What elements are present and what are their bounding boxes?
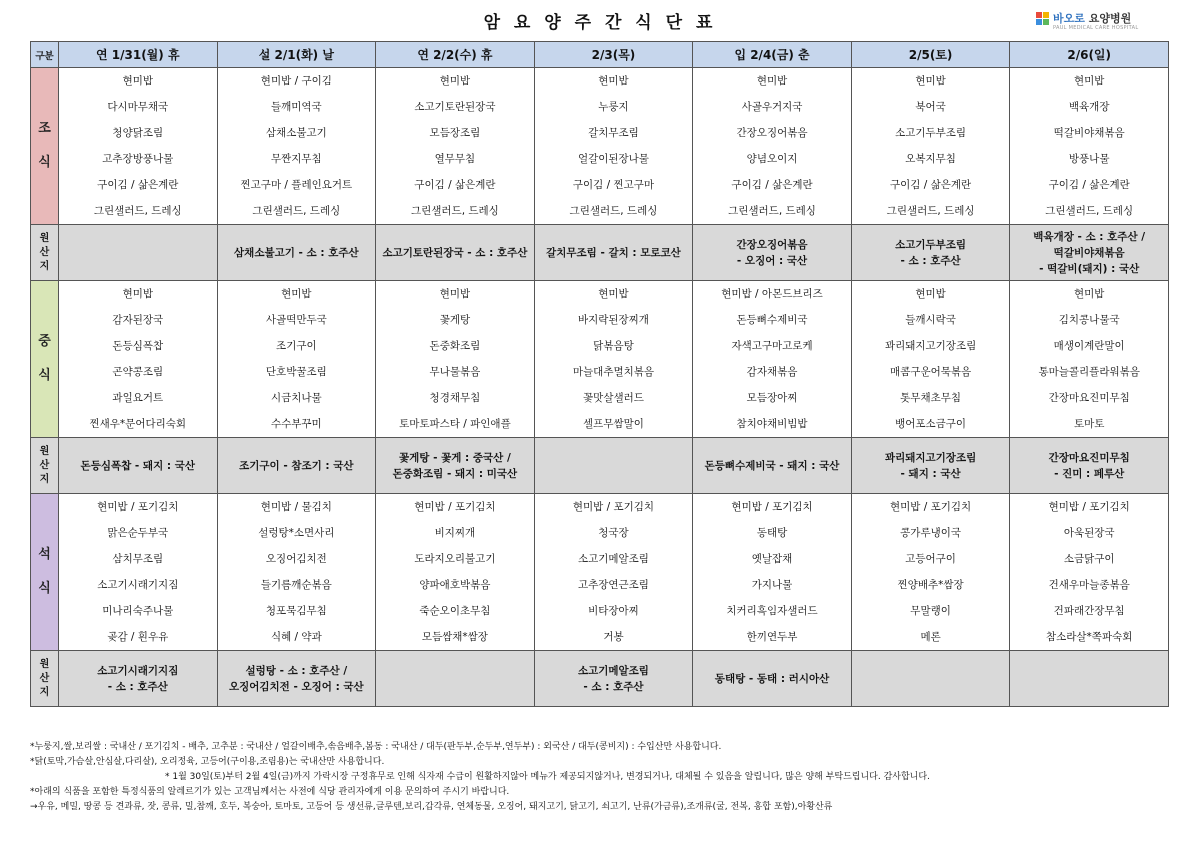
row-label-char: 원: [39, 658, 50, 670]
origin-cell: [59, 651, 218, 707]
origin-label: [31, 438, 59, 494]
menu-item: 구이김 / 삶은계란: [731, 179, 813, 191]
lunch-row: [31, 281, 1169, 438]
menu-item: 현미밥: [439, 288, 471, 300]
menu-item: 찐양배추*쌈장: [897, 579, 964, 591]
menu-cell: [534, 68, 693, 225]
menu-item: 청경채무침: [429, 392, 481, 404]
menu-item: 그린샐러드, 드레싱: [93, 205, 182, 217]
menu-item: 그린샐러드, 드레싱: [728, 205, 816, 217]
menu-cell: [693, 494, 852, 651]
origin-cell: [1010, 438, 1169, 494]
origin-cell: [534, 438, 693, 494]
menu-item: 현미밥 / 포기김치: [1048, 501, 1130, 513]
menu-item: 가지나물: [751, 579, 793, 591]
origin-cell: [851, 225, 1010, 281]
menu-item: 비타장아찌: [588, 605, 639, 617]
footnote-line: *아래의 식품을 포함한 특정식품의 알레르기가 있는 고객님께서는 사전에 식당 관리자에게 이용 문의하여 주시기 바랍니다.: [30, 787, 510, 797]
header-day: 설 2/1(화) 날: [217, 42, 376, 68]
menu-item: 참치야채비빔밥: [736, 418, 808, 430]
menu-item: 구이김 / 찐고구마: [572, 179, 655, 191]
menu-item: 곶감 / 흰우유: [107, 631, 169, 643]
menu-item: 한끼연두부: [746, 631, 798, 643]
hospital-logo: [1036, 10, 1156, 38]
origin-line: - 오징어 : 국산: [736, 254, 808, 267]
weekly-menu-table: [30, 41, 1169, 707]
logo-tagline: PAUL MEDICAL CARE HOSPITAL: [1053, 25, 1139, 31]
logo-mark-icon: [1036, 12, 1050, 26]
footnote-line: *닭(토막,가슴살,안심살,다리살), 오리정육, 고등어(구이용,조림용)는 국내산만 사용합니다.: [30, 757, 385, 767]
menu-item: 건파래간장무침: [1053, 605, 1125, 617]
row-label-char: 석: [38, 547, 51, 562]
origin-cell: [1010, 225, 1169, 281]
menu-item: 곤약콩조림: [112, 366, 164, 378]
menu-cell: [59, 494, 218, 651]
dinner-row: [31, 494, 1169, 651]
menu-item: 미나리숙주나물: [102, 605, 174, 617]
menu-item: 톳무채초무침: [900, 392, 962, 404]
menu-item: 현미밥: [281, 288, 312, 300]
menu-item: 현미밥: [915, 75, 946, 87]
origin-line: 꽃게탕 - 꽃게 : 중국산 /: [398, 451, 511, 464]
menu-item: 들기름깨순볶음: [260, 579, 332, 591]
menu-item: 현미밥: [439, 75, 471, 87]
menu-cell: [376, 494, 535, 651]
menu-item: 그린샐러드, 드레싱: [410, 205, 499, 217]
menu-cell: [59, 68, 218, 225]
menu-item: 현미밥: [598, 75, 629, 87]
menu-item: 치커리흑임자샐러드: [726, 605, 818, 617]
menu-item: 소금닭구이: [1063, 553, 1115, 565]
menu-item: 뱅어포소금구이: [895, 418, 967, 430]
header-day: 2/3(목): [534, 42, 693, 68]
header-row: [31, 42, 1169, 68]
menu-item: 무짠지무침: [270, 153, 322, 165]
menu-item: 무말랭이: [910, 605, 951, 617]
origin-line: 소고기토란된장국 - 소 : 호주산: [382, 246, 528, 259]
menu-item: 돈등심폭찹: [112, 340, 164, 352]
menu-item: 현미밥: [122, 75, 153, 87]
menu-cell: [59, 281, 218, 438]
row-label-char: 지: [39, 260, 50, 272]
menu-item: 감자된장국: [112, 314, 164, 326]
row-label-char: 산: [39, 459, 50, 471]
origin-cell: [59, 225, 218, 281]
row-label-char: 지: [39, 473, 50, 485]
origin-cell: [534, 651, 693, 707]
breakfast-label: [31, 68, 59, 225]
menu-item: 청양닭조림: [112, 127, 164, 139]
menu-item: 삼치무조림: [112, 553, 164, 565]
menu-item: 현미밥: [1073, 288, 1105, 300]
menu-item: 꽃맛살샐러드: [583, 392, 644, 404]
origin-line: - 진미 : 페루산: [1054, 467, 1125, 480]
menu-item: 참소라살*쪽파숙회: [1045, 631, 1133, 643]
origin-line: 소고기시래기지짐: [97, 664, 179, 677]
menu-item: 고추장방풍나물: [102, 153, 174, 165]
menu-item: 현미밥: [915, 288, 946, 300]
menu-item: 들깨미역국: [270, 101, 322, 113]
menu-cell: [851, 281, 1010, 438]
menu-cell: [851, 68, 1010, 225]
origin-cell: [376, 438, 535, 494]
menu-item: 현미밥 / 구이김: [260, 75, 332, 87]
origin-line: 동태탕 - 동태 : 러시아산: [714, 672, 830, 685]
menu-item: 매생이계란말이: [1053, 340, 1125, 352]
menu-item: 누룽지: [598, 101, 629, 113]
page-title: 암 요 양 주 간 식 단 표: [483, 13, 717, 33]
origin-line: 간장마요진미무침: [1048, 451, 1130, 464]
origin-line: - 소 : 호주산: [900, 254, 961, 267]
menu-item: 백육개장: [1068, 101, 1110, 113]
menu-item: 무나물볶음: [429, 366, 481, 378]
menu-item: 단호박꿀조림: [265, 366, 327, 378]
header-day: 연 1/31(월) 휴: [59, 42, 218, 68]
menu-item: 설렁탕*소면사리: [258, 527, 335, 539]
row-label-char: 식: [38, 368, 51, 383]
menu-item: 건새우마늘종볶음: [1048, 579, 1130, 591]
menu-item: 북어국: [915, 101, 946, 113]
origin-cell: [376, 225, 535, 281]
menu-item: 갈치무조림: [588, 127, 639, 139]
origin-line: 돈중화조림 - 돼지 : 미국산: [392, 467, 518, 480]
row-label-char: 식: [38, 155, 51, 170]
menu-item: 도라지오리불고기: [414, 553, 496, 565]
origin-cell: [851, 438, 1010, 494]
menu-item: 돈등뼈수제비국: [736, 314, 808, 326]
header-day: 2/6(일): [1010, 42, 1169, 68]
origin-line: 돈등뼈수제비국 - 돼지 : 국산: [704, 459, 840, 472]
menu-item: 삼채소불고기: [265, 127, 327, 139]
menu-item: 청포묵김무침: [265, 605, 327, 617]
menu-item: 꽃게탕: [439, 314, 471, 326]
footnote-line: * 1월 30일(토)부터 2월 4일(금)까지 가락시장 구정휴무로 인해 식자재 수급이 원활하지않아 메뉴가 제공되지않거나, 변경되거나, 대체될 수 있음을 알립니다, 많은 양해 부탁드립니다. 감사합니다.: [165, 772, 930, 782]
menu-item: 토마토파스타 / 파인애플: [399, 418, 511, 430]
origin-line: 갈치무조림 - 갈치 : 모로코산: [546, 246, 681, 259]
menu-item: 메론: [920, 631, 941, 643]
menu-item: 구이김 / 삶은계란: [889, 179, 972, 191]
menu-item: 모듬쌈채*쌈장: [421, 631, 488, 643]
menu-item: 현미밥 / 포기김치: [414, 501, 496, 513]
menu-item: 맑은순두부국: [107, 527, 169, 539]
menu-item: 조기구이: [276, 340, 317, 352]
menu-item: 방풍나물: [1068, 153, 1110, 165]
menu-item: 모듬장아찌: [746, 392, 798, 404]
origin-cell: [534, 225, 693, 281]
menu-item: 그린샐러드, 드레싱: [1045, 205, 1134, 217]
row-label-char: 지: [39, 686, 50, 698]
menu-cell: [693, 68, 852, 225]
menu-cell: [217, 281, 376, 438]
menu-item: 자색고구마고로케: [731, 340, 813, 352]
menu-item: 그린샐러드, 드레싱: [252, 205, 341, 217]
origin-line: 설렁탕 - 소 : 호주산 /: [245, 664, 348, 677]
menu-item: 간장오징어볶음: [736, 127, 808, 139]
menu-item: 현미밥 / 포기김치: [731, 501, 813, 513]
menu-item: 소고기시래기지짐: [97, 579, 179, 591]
menu-item: 오징어김치전: [265, 553, 327, 565]
origin-cell: [59, 438, 218, 494]
menu-cell: [693, 281, 852, 438]
menu-item: 간장마요진미무침: [1048, 392, 1130, 404]
row-label-char: 산: [39, 672, 50, 684]
menu-item: 현미밥 / 물김치: [260, 501, 332, 513]
breakfast-row: [31, 68, 1169, 225]
menu-item: 그린샐러드, 드레싱: [886, 205, 975, 217]
origin-line: - 소 : 호주산: [583, 680, 644, 693]
origin-line: 소고기메알조림: [577, 664, 649, 677]
origin-line: 꽈리돼지고기장조림: [884, 451, 977, 464]
menu-cell: [534, 281, 693, 438]
menu-item: 현미밥 / 아몬드브리즈: [721, 288, 823, 300]
menu-item: 고추장연근조림: [577, 579, 649, 591]
menu-item: 비지찌개: [434, 527, 476, 539]
menu-item: 모듬장조림: [429, 127, 481, 139]
menu-item: 양파애호박볶음: [419, 579, 491, 591]
menu-item: 사골우거지국: [741, 101, 803, 113]
menu-item: 돈중화조림: [429, 340, 481, 352]
origin-line: 조기구이 - 참조기 : 국산: [239, 459, 354, 472]
lunch-origin-row: [31, 438, 1169, 494]
origin-cell: [693, 225, 852, 281]
menu-cell: [1010, 494, 1169, 651]
menu-item: 식혜 / 약과: [270, 631, 322, 643]
origin-line: 오징어김치전 - 오징어 : 국산: [228, 680, 364, 693]
lunch-label: [31, 281, 59, 438]
menu-item: 다시마무채국: [107, 101, 169, 113]
menu-item: 찐새우*문어다리숙회: [89, 418, 187, 430]
menu-item: 셀프무쌈말이: [583, 418, 644, 430]
menu-cell: [217, 494, 376, 651]
menu-item: 떡갈비야채볶음: [1053, 127, 1125, 139]
menu-item: 열무무침: [434, 153, 476, 165]
menu-item: 그린샐러드, 드레싱: [569, 205, 658, 217]
header-day: 연 2/2(수) 휴: [376, 42, 535, 68]
menu-item: 현미밥: [598, 288, 629, 300]
menu-item: 시금치나물: [270, 392, 322, 404]
menu-item: 현미밥: [1073, 75, 1105, 87]
menu-item: 양념오이지: [746, 153, 798, 165]
origin-cell: [217, 225, 376, 281]
menu-item: 토마토: [1073, 418, 1105, 430]
menu-item: 오복지무침: [905, 153, 956, 165]
menu-item: 얼갈이된장나물: [577, 153, 649, 165]
dinner-label: [31, 494, 59, 651]
menu-item: 소고기메알조림: [577, 553, 649, 565]
menu-item: 고등어구이: [905, 553, 956, 565]
row-label-char: 원: [39, 445, 50, 457]
origin-line: - 떡갈비(돼지) : 국산: [1039, 262, 1140, 275]
menu-item: 소고기두부조림: [895, 127, 967, 139]
row-label-char: 식: [38, 581, 51, 596]
menu-item: 현미밥 / 포기김치: [572, 501, 655, 513]
menu-item: 소고기토란된장국: [414, 101, 496, 113]
menu-item: 옛날잡채: [751, 553, 793, 565]
menu-cell: [1010, 281, 1169, 438]
menu-item: 현미밥: [122, 288, 153, 300]
origin-line: 돈등심폭찹 - 돼지 : 국산: [80, 459, 196, 472]
origin-cell: [376, 651, 535, 707]
dinner-origin-row: [31, 651, 1169, 707]
origin-line: - 돼지 : 국산: [900, 467, 961, 480]
menu-item: 콩가루냉이국: [900, 527, 962, 539]
menu-cell: [217, 68, 376, 225]
footnote-line: *누룽지,쌀,보리쌀 : 국내산 / 포기김치 - 배추, 고추분 : 국내산 / 얼갈이배추,솎음배추,봄동 : 국내산 / 대두(판두부,순두부,연두부) : 외국산 / 대두(콩비지) : 수입산만 사용합니다.: [30, 742, 722, 752]
menu-item: 바지락된장찌개: [577, 314, 649, 326]
origin-line: 소고기두부조림: [895, 238, 967, 251]
row-label-char: 조: [38, 121, 51, 136]
menu-item: 마늘대추멸치볶음: [572, 366, 655, 378]
origin-line: 백육개장 - 소 : 호주산 /: [1033, 230, 1146, 243]
menu-item: 구이김 / 삶은계란: [1048, 179, 1130, 191]
footnote-line: →우유, 메밀, 땅콩 등 견과류, 잣, 콩류, 밀,참깨, 호두, 복숭아, 토마토, 고등어 등 생선류,글루텐,보리,갑각류, 연체동물, 오징어, 돼지고기, 닭고기, 쇠고기, 난류(가금류),조개류(굴, 전복, 홍합 포함),아황산류: [30, 802, 833, 812]
logo-name: 바오로 요양병원: [1053, 12, 1132, 25]
menu-cell: [1010, 68, 1169, 225]
footnotes: [30, 740, 1180, 815]
origin-line: 떡갈비야채볶음: [1053, 246, 1125, 259]
origin-cell: [851, 651, 1010, 707]
breakfast-origin-row: [31, 225, 1169, 281]
menu-item: 닭볶음탕: [593, 340, 634, 352]
origin-cell: [693, 651, 852, 707]
origin-label: [31, 225, 59, 281]
menu-item: 거봉: [603, 631, 624, 643]
row-label-char: 산: [39, 246, 50, 258]
menu-item: 죽순오이초무침: [419, 605, 491, 617]
menu-item: 통마늘콜리플라워볶음: [1038, 366, 1140, 378]
origin-cell: [693, 438, 852, 494]
header-gubun: 구분: [31, 42, 59, 68]
menu-item: 청국장: [598, 527, 629, 539]
menu-cell: [376, 68, 535, 225]
menu-cell: [534, 494, 693, 651]
menu-item: 사골떡만두국: [265, 314, 327, 326]
header-day: 2/5(토): [851, 42, 1010, 68]
menu-item: 아욱된장국: [1063, 527, 1115, 539]
menu-item: 찐고구마 / 플레인요거트: [240, 179, 353, 191]
origin-cell: [217, 438, 376, 494]
header-day: 입 2/4(금) 춘: [693, 42, 852, 68]
row-label-char: 원: [39, 232, 50, 244]
menu-item: 현미밥 / 포기김치: [97, 501, 179, 513]
origin-cell: [217, 651, 376, 707]
menu-item: 현미밥: [756, 75, 788, 87]
menu-item: 구이김 / 삶은계란: [414, 179, 496, 191]
origin-line: - 소 : 호주산: [107, 680, 168, 693]
menu-item: 구이김 / 삶은계란: [97, 179, 179, 191]
origin-line: 간장오징어볶음: [736, 238, 808, 251]
menu-item: 수수부꾸미: [270, 418, 322, 430]
origin-line: 삼채소불고기 - 소 : 호주산: [234, 246, 359, 259]
menu-item: 현미밥 / 포기김치: [889, 501, 972, 513]
menu-item: 동태탕: [756, 527, 788, 539]
menu-cell: [376, 281, 535, 438]
origin-cell: [1010, 651, 1169, 707]
menu-item: 김치콩나물국: [1058, 314, 1120, 326]
menu-item: 매콤구운어묵볶음: [890, 366, 972, 378]
menu-cell: [851, 494, 1010, 651]
menu-item: 들깨시락국: [905, 314, 956, 326]
origin-label: [31, 651, 59, 707]
row-label-char: 중: [38, 334, 51, 349]
menu-item: 과일요거트: [112, 392, 164, 404]
menu-item: 꽈리돼지고기장조림: [884, 340, 977, 352]
menu-item: 감자채볶음: [746, 366, 798, 378]
